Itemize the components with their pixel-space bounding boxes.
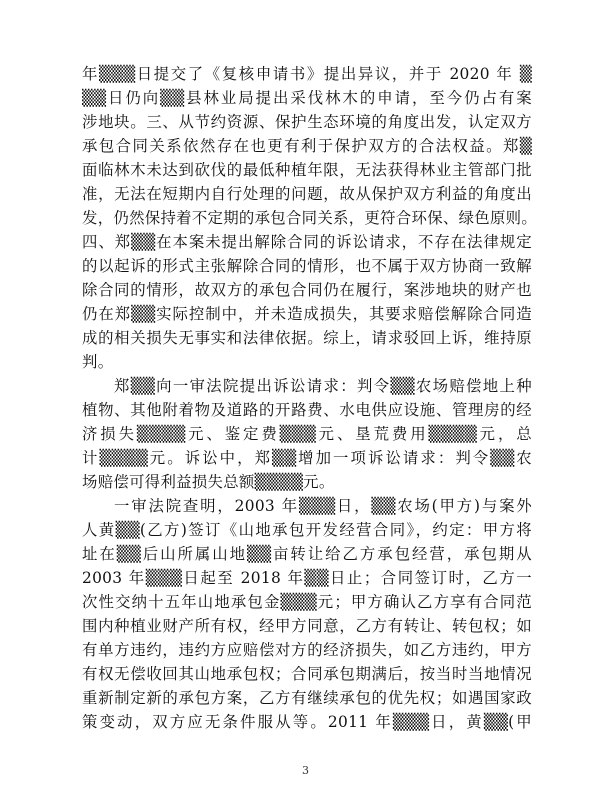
body-line: 人黄▒▒(乙方)签订《山地承包开发经营合同》，约定：甲方将	[82, 521, 532, 539]
body-line: ▒▒日仍向▒▒县林业局提出采伐林木的申请，至今仍占有案	[82, 89, 532, 107]
paragraph-first-line: 一审法院查明，2003 年▒▒▒日，▒▒农场(甲方)与案外	[114, 497, 532, 515]
body-line: 的以起诉的形式主张解除合同的情形，也不属于双方协商一致解	[82, 257, 532, 275]
body-line: 发，仍然保持着不定期的承包合同关系，更符合环保、绿色原则。	[82, 209, 538, 227]
body-line: 重新制定新的承包方案，乙方有继续承包的优先权；如遇国家政	[82, 689, 532, 707]
body-line: 策变动，双方应无条件服从等。2011 年▒▒▒日，黄▒▒(甲	[82, 713, 532, 731]
body-line: 济损失▒▒▒▒元、鉴定费▒▒▒元、垦荒费用▒▒▒▒元，总	[82, 425, 532, 443]
body-line: 面临林木未达到砍伐的最低种植年限，无法获得林业主管部门批	[82, 161, 532, 179]
body-line: 涉地块。三、从节约资源、保护生态环境的角度出发，认定双方	[82, 113, 532, 131]
body-line: 仍在郑▒▒实际控制中，并未造成损失，其要求赔偿解除合同造	[82, 305, 532, 323]
body-line: 判。	[82, 353, 114, 371]
body-line: 2003 年▒▒▒日起至 2018 年▒▒日止；合同签订时，乙方一	[82, 569, 532, 587]
body-line: 场赔偿可得利益损失总额▒▒▒▒元。	[82, 473, 335, 491]
body-line: 植物、其他附着物及道路的开路费、水电供应设施、管理房的经	[82, 401, 532, 419]
body-line: 成的相关损失无事实和法律依据。综上，请求驳回上诉，维持原	[82, 329, 532, 347]
body-line: 址在▒▒后山所属山地▒▒亩转让给乙方承包经营，承包期从	[82, 545, 532, 563]
page-number: 3	[302, 764, 309, 777]
body-line: 承包合同关系依然存在也更有利于保护双方的合法权益。郑▒	[82, 137, 532, 155]
body-line: 围内种植业财产所有权，经甲方同意，乙方有转让、转包权；如	[82, 617, 532, 635]
body-line: 除合同的情形，故双方的承包合同仍在履行，案涉地块的财产也	[82, 281, 532, 299]
body-line: 四、郑▒▒在本案未提出解除合同的诉讼请求，不存在法律规定	[82, 233, 532, 251]
body-line: 有权无偿收回其山地承包权；合同承包期满后，按当时当地情况	[82, 665, 532, 683]
body-line: 计▒▒▒▒元。诉讼中，郑▒▒增加一项诉讼请求：判令▒▒农	[82, 449, 532, 467]
body-line: 年▒▒▒日提交了《复核申请书》提出异议，并于 2020 年 ▒	[82, 65, 532, 83]
paragraph-first-line: 郑▒▒向一审法院提出诉讼请求：判令▒▒农场赔偿地上种	[114, 377, 532, 395]
body-line: 次性交纳十五年山地承包金▒▒▒元；甲方确认乙方享有合同范	[82, 593, 532, 611]
body-line: 有单方违约，违约方应赔偿对方的经济损失，如乙方违约，甲方	[82, 641, 532, 659]
body-line: 准，无法在短期内自行处理的问题，故从保护双方利益的角度出	[82, 185, 532, 203]
